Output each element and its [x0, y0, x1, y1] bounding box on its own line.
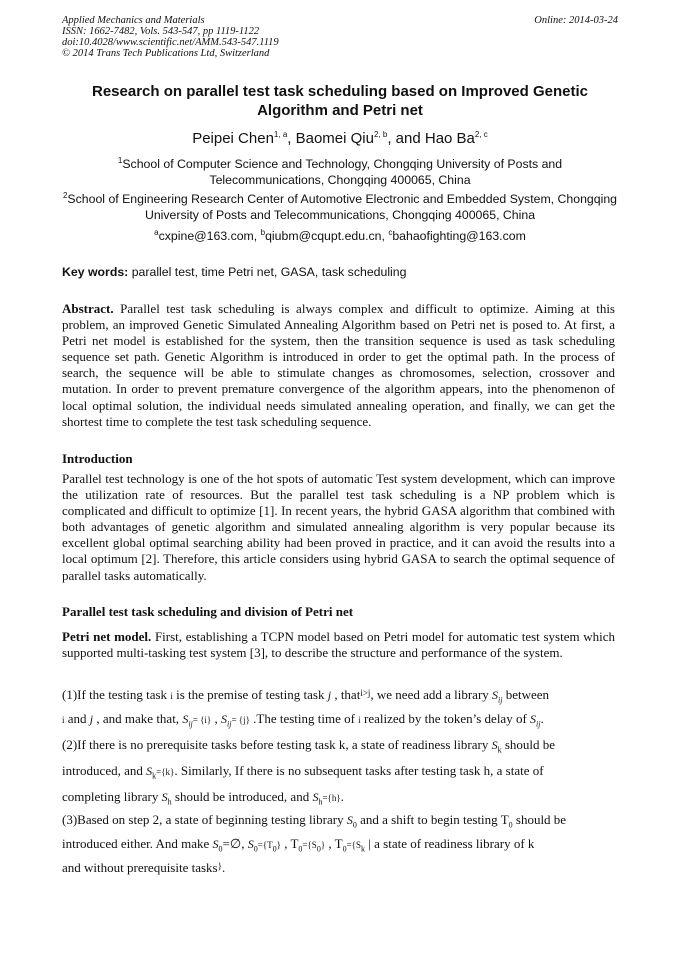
text-run: . Similarly, If there is no subsequent tasks after testing task [174, 763, 484, 778]
text-run: , that [331, 687, 361, 702]
math-j: j [89, 712, 94, 726]
abstract-text: Parallel test task scheduling is always complex and difficult to optimize. Aiming at this problem, an improved Genetic Simulated Annealing Algorithm based on Petri net is posed to. At first, a Petri net model is established for the system, then the transition sequence is used as task scheduling sequence set path. Genetic Algorithm is introduced in order to get the optimal path. In the process of search, the sequence will be able to stimulate changes as chromosomes, selection, crossover and mutation. In order to prevent premature convergence of the algorithm appears, into the phenomenon of local optimal solution, the individual needs simulated annealing operation, and finally, we can get the shortest time to complete the test task scheduling sequence. [62, 301, 615, 429]
text-run: , [211, 711, 221, 726]
text-run: (1)If the testing task [62, 687, 171, 702]
math-sub-h: h [318, 797, 323, 807]
author-3-sup: 2, c [474, 130, 488, 139]
section2-heading: Parallel test task scheduling and division of Petri net [62, 604, 354, 619]
text-run: is the premise of testing task [172, 687, 328, 702]
math-sub-k: k [497, 745, 502, 755]
email-3: bahaofighting@163.com [392, 229, 526, 243]
author-1: Peipei Chen [192, 130, 274, 147]
affiliation-2-sup: 2 [62, 190, 68, 200]
math-sub-h: h [167, 797, 172, 807]
math-S: S [220, 712, 227, 726]
math-S: S [182, 712, 189, 726]
math-S: S [312, 790, 319, 804]
journal-name: Applied Mechanics and Materials [62, 15, 205, 26]
math-sub-0: 0 [508, 820, 513, 830]
rule-3-line-1 [62, 812, 615, 828]
math-S: S [492, 688, 499, 702]
text-run: and [67, 711, 90, 726]
affiliation-1-sup: 1 [117, 155, 123, 165]
email-1: cxpine@163.com, [158, 229, 261, 243]
text-run: should be introduced, and [171, 789, 313, 804]
text-run: realized by the token’s delay of [360, 711, 531, 726]
math-sub-0: 0 [218, 844, 223, 854]
math-S: S [530, 712, 537, 726]
email-3-sup: c [388, 227, 393, 237]
email-list [62, 228, 618, 244]
text-run: , [325, 836, 335, 851]
math-T: T [290, 836, 299, 851]
math-S: S [346, 813, 353, 827]
rule-1-line-1 [62, 685, 615, 704]
math-S: S [247, 837, 254, 851]
text-run: , [280, 836, 291, 851]
text-run: .The testing time of [249, 711, 359, 726]
keywords-text: parallel test, time Petri net, GASA, task scheduling [128, 265, 407, 279]
text-run: , we need add a library [370, 687, 493, 702]
text-run: introduced, and [62, 763, 147, 778]
introduction-heading: Introduction [62, 451, 133, 466]
text-run: (2)If there is no prerequisite tasks before testing task k, a state of readiness library [62, 737, 492, 752]
abstract-label: Abstract. [62, 301, 114, 316]
rule-3-line-3 [62, 858, 615, 876]
rule-2-line-1 [62, 737, 615, 753]
abstract [62, 301, 615, 430]
math-brace: } [217, 861, 222, 871]
math-sub-k: k [152, 771, 157, 781]
affiliation-2 [62, 191, 618, 223]
math-eq-j: = {j} [231, 715, 250, 725]
math-empty-set: =∅ [222, 836, 242, 851]
affiliation-1-text: School of Computer Science and Technology, Chongqing University of Posts and Telecommunications, Chongqing 400065, China [122, 157, 563, 187]
math-T: T [500, 812, 509, 827]
math-S: S [212, 837, 219, 851]
keywords [62, 264, 618, 280]
online-date: Online: 2014-03-24 [534, 15, 618, 26]
math-close-brace: } [320, 840, 326, 850]
text-run: between [502, 687, 550, 702]
math-sub-0: 0 [352, 820, 357, 830]
math-sub-0: 0 [316, 844, 321, 854]
text-run: . [340, 789, 344, 804]
rule-1-line-2 [62, 711, 615, 728]
math-eq-h: ={h} [322, 793, 341, 803]
affiliation-1 [62, 156, 618, 188]
math-T: T [334, 836, 343, 851]
paper-title: Research on parallel test task scheduling based on Improved Genetic Algorithm and Petri net [92, 83, 588, 119]
math-i-gt-j: i>j [360, 688, 371, 698]
text-run: . [540, 711, 544, 726]
math-sub-ij: ij [498, 695, 503, 705]
math-sub-ij: ij [226, 719, 232, 729]
rule-2-line-2 [62, 763, 615, 780]
math-eq-i: = {i} [192, 715, 212, 725]
text-run: and a shift to begin testing [356, 812, 501, 827]
text-run: completing library [62, 789, 162, 804]
math-eq-k: ={k} [156, 767, 175, 777]
text-run: should be [501, 737, 556, 752]
petri-net-paragraph [62, 629, 615, 661]
introduction-text: Parallel test technology is one of the hot spots of automatic Test system development, which can improve the utilization rate of resources. But the parallel test task scheduling is a NP problem which is complicated and difficult to optimize [1]. In recent years, the hybrid GASA algorithm that combined with both advantages of genetic algorithm and simulated annealing algorithm is very popular because its excellent global optimal searching ability had been proved in practice, and it can avoid the results into a local optimum [2]. Therefore, this article considers using hybrid GASA to search the optimal sequence of parallel tasks automatically. [62, 471, 615, 583]
text-run: . [221, 860, 226, 875]
math-sub-k: k [361, 844, 366, 854]
copyright-line: © 2014 Trans Tech Publications Ltd, Switzerland [62, 48, 270, 59]
rule-2-line-3 [62, 789, 615, 806]
issn-line: ISSN: 1662-7482, Vols. 543-547, pp 1119-1122 [62, 26, 260, 37]
math-sub-0: 0 [298, 844, 303, 854]
email-2: qiubm@cqupt.edu.cn, [265, 229, 389, 243]
math-S: S [146, 764, 153, 778]
math-bar: | [368, 836, 371, 851]
text-run: introduced either. And make [62, 836, 213, 851]
text-run: and without prerequisite tasks [62, 860, 218, 875]
author-2-sup: 2, b [373, 130, 388, 139]
text-run: , [241, 836, 248, 851]
math-close-brace: } [276, 840, 281, 850]
math-S: S [491, 738, 498, 752]
math-S: S [161, 790, 168, 804]
text-run: should be [512, 812, 567, 827]
rule-3-line-2 [62, 836, 615, 853]
affiliation-2-text: School of Engineering Research Center of Automotive Electronic and Embedded System, Chongqing University of Posts and Telecommunications, Chongqing 400065, China [67, 192, 618, 222]
petri-net-label: Petri net model. [62, 629, 152, 644]
email-2-sup: b [260, 227, 266, 237]
text-run: , and make that, [93, 711, 183, 726]
doi-line: doi:10.4028/www.scientific.net/AMM.543-547.1119 [62, 37, 279, 48]
text-run: (3)Based on step 2, a state of beginning testing library [62, 812, 347, 827]
math-eq-T: ={T [257, 840, 273, 850]
math-eq-Sk: ={S [346, 840, 362, 850]
math-sub-ij: ij [188, 719, 193, 729]
math-sub-ij: ij [536, 719, 541, 729]
math-eq-S: ={S [302, 840, 317, 850]
math-i: i [170, 691, 173, 701]
author-3: , and Hao Ba [387, 130, 475, 147]
math-i: i [358, 715, 361, 725]
author-1-sup: 1, a [273, 130, 288, 139]
math-sub-0: 0 [272, 844, 277, 854]
text-run: a state of readiness library of k [370, 836, 535, 851]
math-j: j [327, 688, 332, 702]
math-h: h [483, 763, 491, 778]
math-i: i [62, 715, 65, 725]
text-run: , a state of [490, 763, 544, 778]
email-1-sup: a [154, 227, 159, 237]
author-2: , Baomei Qiu [287, 130, 374, 147]
author-list [62, 130, 618, 148]
petri-net-text: First, establishing a TCPN model based on Petri model for automatic test system which supported multi-tasking test system [3], to describe the structure and performance of the system. [62, 629, 616, 661]
math-sub-0: 0 [342, 844, 347, 854]
math-sub-0: 0 [253, 844, 258, 854]
keywords-label: Key words: [62, 265, 129, 279]
running-header [62, 15, 618, 59]
